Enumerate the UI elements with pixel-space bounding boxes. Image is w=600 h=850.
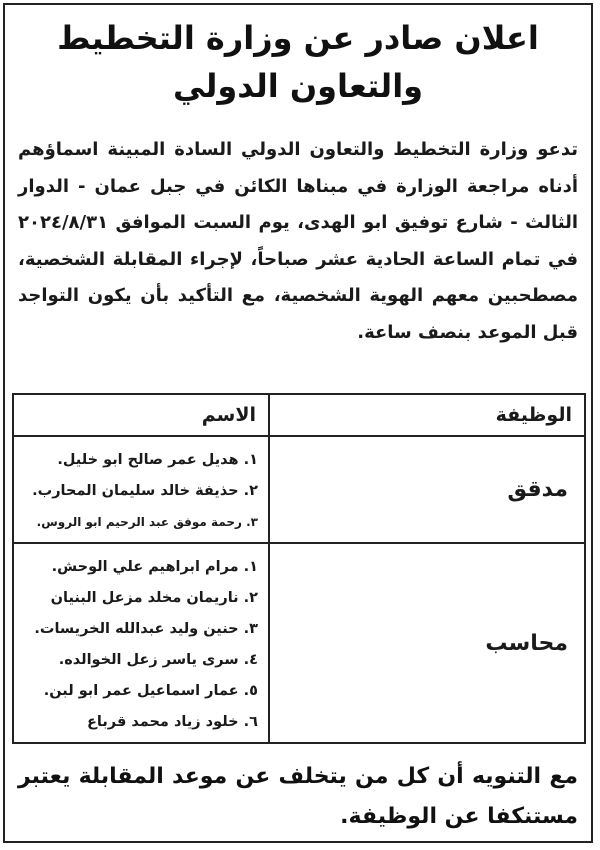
names-cell-accountant (13, 543, 269, 743)
title-line-1: اعلان صادر عن وزارة التخطيط (57, 19, 539, 57)
list-item: ١. هديل عمر صالح ابو خليل. (57, 452, 258, 468)
names-cell-auditor (13, 436, 269, 543)
job-column-header: الوظيفة (269, 394, 585, 436)
table-header-row (13, 394, 585, 436)
job-title-accountant: محاسب (269, 543, 585, 743)
announcement-note: مع التنويه أن كل من يتخلف عن موعد المقابلة يعتبر مستنكفا عن الوظيفة. (18, 764, 578, 829)
list-item: ٢. حذيفة خالد سليمان المحارب. (32, 483, 258, 499)
list-item: ١. مرام ابراهيم علي الوحش. (51, 559, 258, 575)
list-item: ٣. حنين وليد عبدالله الخريسات. (34, 621, 258, 637)
list-item: ٥. عمار اسماعيل عمر ابو لبن. (43, 683, 258, 699)
list-item: ٦. خلود زياد محمد قرباع (87, 714, 258, 730)
list-item: ٢. ناريمان مخلد مزعل البنيان (50, 590, 258, 606)
title-line-2: والتعاون الدولي (172, 67, 424, 105)
list-item: ٣. رحمة موفق عبد الرحيم ابو الروس. (36, 515, 258, 529)
candidates-table (12, 393, 586, 744)
table-row-auditor (13, 436, 585, 543)
names-list-auditor (22, 445, 258, 538)
name-column-header: الاسم (13, 394, 269, 436)
names-list-accountant (22, 552, 258, 738)
announcement-body: تدعو وزارة التخطيط والتعاون الدولي السادة المبينة اسماؤهم أدناه مراجعة الوزارة في مبناها الكائن في جبل عمان - الدوار الثالث - شارع توفيق ابو الهدى، يوم السبت الموافق ٢٠٢٤/٨/٣١ في تمام الساعة الحادية عشر صباحاً، لإجراء المقابلة الشخصية، مصطحبين معهم الهوية الشخصية، مع التأكيد بأن يكون التواجد قبل الموعد بنصف ساعة. (18, 139, 578, 343)
announcement-title (0, 14, 596, 110)
list-item: ٤. سرى ياسر زعل الخوالده. (58, 652, 258, 668)
job-title-auditor: مدقق (269, 436, 585, 543)
table-row-accountant (13, 543, 585, 743)
